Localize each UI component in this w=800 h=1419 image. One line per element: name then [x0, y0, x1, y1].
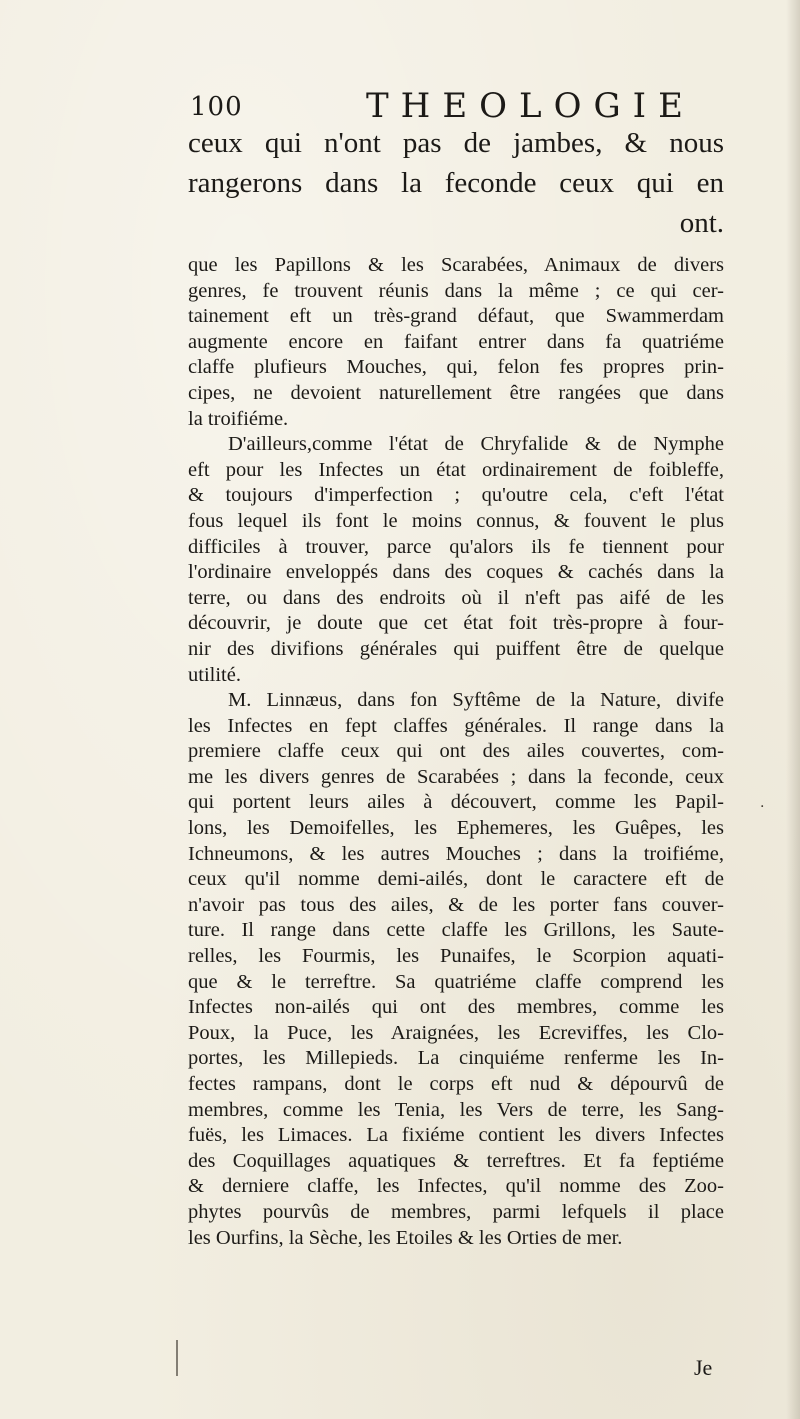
- body-line: portes, les Millepieds. La cinquiéme renferme les In-: [188, 1047, 724, 1070]
- text-block: [188, 123, 724, 1251]
- body-line: eft pour les Infectes un état ordinairement de foibleffe,: [188, 458, 724, 481]
- intro-paragraph: [188, 123, 724, 243]
- body-line: membres, comme les Tenia, les Vers de terre, les Sang-: [188, 1098, 724, 1121]
- page-edge-shadow: [786, 0, 800, 1419]
- body-line: des Coquillages aquatiques & terreftres. Et fa feptiéme: [188, 1149, 724, 1172]
- body-line: lons, les Demoifelles, les Ephemeres, les Guêpes, les: [188, 817, 724, 840]
- body-line: me les divers genres de Scarabées ; dans la feconde, ceux: [188, 765, 724, 788]
- margin-mark: .: [760, 795, 765, 811]
- body-line: nir des divifions générales qui puiffent être de quelque: [188, 637, 724, 660]
- intro-line: ont.: [679, 207, 724, 239]
- running-title: THEOLOGIE: [366, 86, 695, 126]
- margin-pencil-mark: [176, 1340, 178, 1376]
- catchword: Je: [694, 1355, 713, 1380]
- body-line: difficiles à trouver, parce qu'alors ils fe tiennent pour: [188, 535, 724, 558]
- body-line: les Ourfins, la Sèche, les Etoiles & les Orties de mer.: [188, 1226, 623, 1249]
- body-line: D'ailleurs,comme l'état de Chryfalide & de Nymphe: [228, 433, 724, 456]
- body-line: l'ordinaire enveloppés dans des coques & cachés dans la: [188, 561, 724, 584]
- body-line: Ichneumons, & les autres Mouches ; dans la troifiéme,: [188, 842, 724, 865]
- body-line: phytes pourvûs de membres, parmi lefquels il place: [188, 1200, 724, 1223]
- body-line: & derniere claffe, les Infectes, qu'il nomme des Zoo-: [188, 1175, 724, 1198]
- page-number: 100: [190, 92, 243, 122]
- body-line: que les Papillons & les Scarabées, Animaux de divers: [188, 254, 724, 276]
- body-line: n'avoir pas tous des ailes, & de les porter fans couver-: [188, 893, 724, 916]
- body-line: claffe plufieurs Mouches, qui, felon fes propres prin-: [188, 356, 724, 379]
- body-line: ceux qu'il nomme demi-ailés, dont le caractere eft de: [188, 868, 724, 891]
- body-line: fuës, les Limaces. La fixiéme contient les divers Infectes: [188, 1124, 724, 1147]
- body-line: Poux, la Puce, les Araignées, les Ecreviffes, les Clo-: [188, 1021, 724, 1044]
- page-header: [190, 86, 695, 126]
- body-line: augmente encore en faifant entrer dans fa quatriéme: [188, 330, 724, 353]
- body-line: fectes rampans, dont le corps eft nud & dépourvû de: [188, 1073, 724, 1095]
- body-line: la troifiéme.: [188, 407, 289, 430]
- body-line: & toujours d'imperfection ; qu'outre cela, c'eft l'état: [188, 484, 724, 507]
- body-line: premiere claffe ceux qui ont des ailes couvertes, com-: [188, 740, 724, 763]
- body-line: les Infectes en fept claffes générales. Il range dans la: [188, 714, 724, 737]
- body-line: découvrir, je doute que cet état foit très-propre à four-: [188, 612, 724, 635]
- body-line: ture. Il range dans cette claffe les Grillons, les Saute-: [188, 919, 724, 942]
- body-line: qui portent leurs ailes à découvert, comme les Papil-: [188, 791, 724, 814]
- body-line: cipes, ne devoient naturellement être rangées que dans: [188, 381, 724, 404]
- body-line: que & le terreftre. Sa quatriéme claffe comprend les: [188, 970, 724, 993]
- intro-line: ceux qui n'ont pas de jambes, & nous: [188, 127, 724, 159]
- intro-line: rangerons dans la feconde ceux qui en: [188, 167, 724, 199]
- body-line: Infectes non-ailés qui ont des membres, comme les: [188, 996, 724, 1019]
- body-line: genres, fe trouvent réunis dans la même ; ce qui cer-: [188, 279, 724, 302]
- body-line: tainement eft un très-grand défaut, que Swammerdam: [188, 305, 724, 328]
- body-line: terre, ou dans des endroits où il n'eft pas aifé de les: [188, 586, 724, 609]
- body-line: fous lequel ils font le moins connus, & fouvent le plus: [188, 509, 724, 532]
- body-text: [188, 253, 724, 1251]
- body-line: utilité.: [188, 663, 241, 686]
- body-line: relles, les Fourmis, les Punaifes, le Scorpion aquati-: [188, 945, 724, 968]
- body-line: M. Linnæus, dans fon Syftême de la Nature, divife: [228, 689, 724, 712]
